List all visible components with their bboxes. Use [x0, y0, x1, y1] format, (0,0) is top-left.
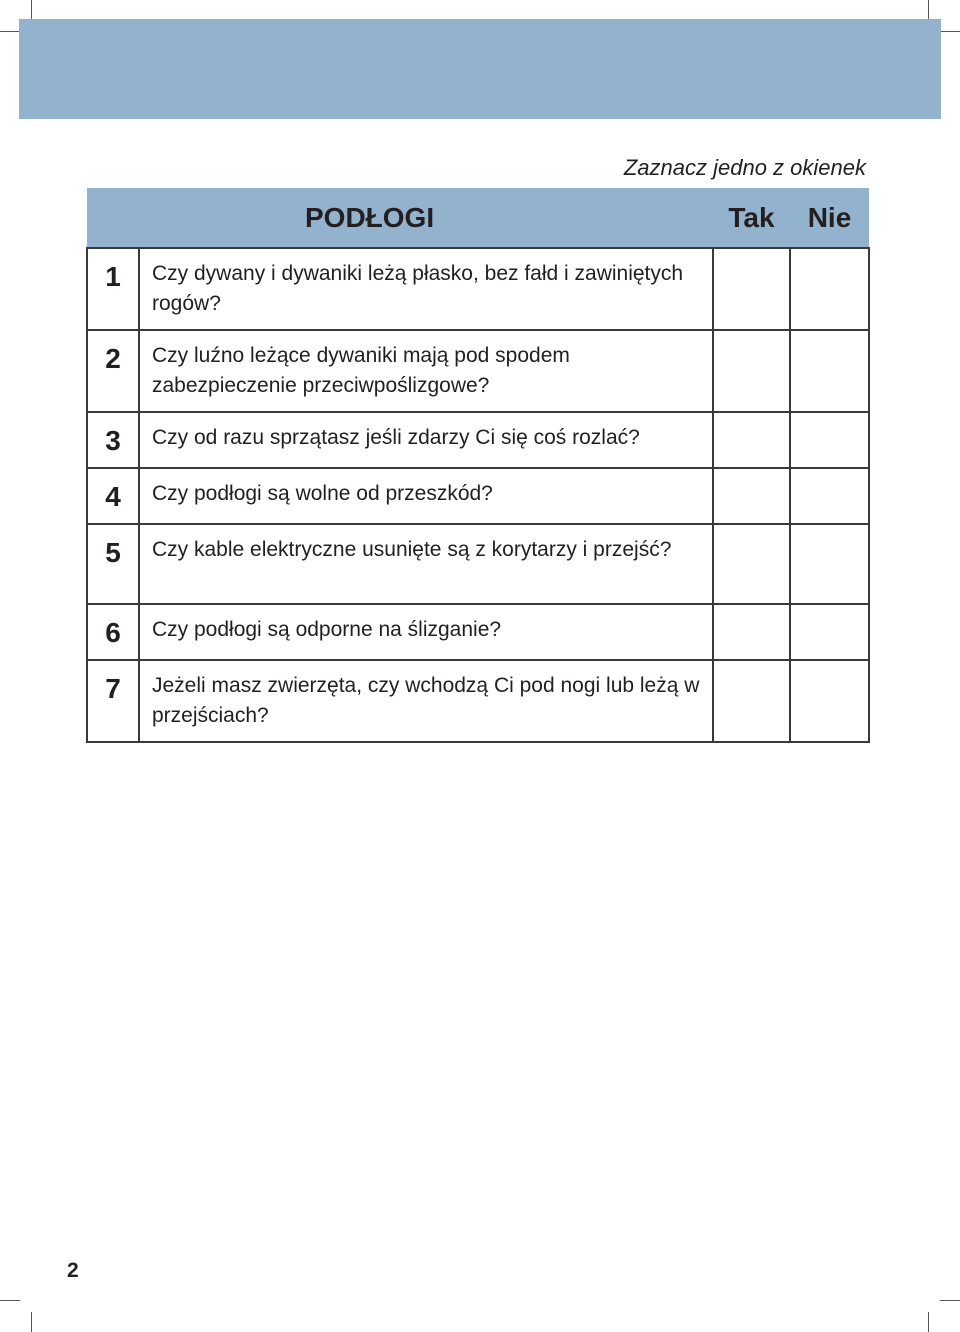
row-question: Czy luźno leżące dywaniki mają pod spodem zabezpieczenie przeciwpoślizgowe?: [139, 330, 713, 412]
row-number: 6: [87, 604, 139, 660]
instruction-text: Zaznacz jedno z okienek: [623, 155, 866, 180]
table-row: [87, 604, 869, 660]
checkbox-yes[interactable]: [713, 468, 790, 524]
crop-mark-top-right-h: [940, 31, 960, 32]
table-row: [87, 330, 869, 412]
checkbox-yes[interactable]: [713, 524, 790, 604]
header-band: [19, 19, 941, 119]
row-question: Czy podłogi są odporne na ślizganie?: [139, 604, 713, 660]
table-row: [87, 412, 869, 468]
checkbox-no[interactable]: [790, 604, 869, 660]
table-row: [87, 660, 869, 742]
crop-mark-bottom-right-h: [940, 1300, 960, 1301]
crop-mark-top-left-h: [0, 31, 20, 32]
column-header-no: Nie: [790, 188, 869, 248]
checkbox-yes[interactable]: [713, 330, 790, 412]
checkbox-no[interactable]: [790, 660, 869, 742]
table-row: [87, 468, 869, 524]
row-number: 1: [87, 248, 139, 330]
column-header-yes: Tak: [713, 188, 790, 248]
crop-mark-bottom-right: [928, 1312, 929, 1332]
crop-mark-bottom-left: [31, 1312, 32, 1332]
row-question: Czy od razu sprzątasz jeśli zdarzy Ci się coś rozlać?: [139, 412, 713, 468]
table-row: [87, 248, 869, 330]
row-question: Jeżeli masz zwierzęta, czy wchodzą Ci pod nogi lub leżą w przejściach?: [139, 660, 713, 742]
checkbox-yes[interactable]: [713, 412, 790, 468]
row-number: 5: [87, 524, 139, 604]
row-number: 4: [87, 468, 139, 524]
checkbox-yes[interactable]: [713, 248, 790, 330]
row-number: 3: [87, 412, 139, 468]
floors-checklist-table: [86, 188, 870, 743]
checkbox-no[interactable]: [790, 248, 869, 330]
checkbox-yes[interactable]: [713, 660, 790, 742]
row-number: 7: [87, 660, 139, 742]
crop-mark-bottom-left-h: [0, 1300, 20, 1301]
crop-mark-top-right: [928, 0, 929, 20]
checkbox-no[interactable]: [790, 524, 869, 604]
crop-mark-top-left: [31, 0, 32, 20]
checkbox-yes[interactable]: [713, 604, 790, 660]
table-title-text: PODŁOGI: [305, 201, 435, 233]
row-question: Czy podłogi są wolne od przeszkód?: [139, 468, 713, 524]
table-header-row: [87, 188, 869, 248]
checkbox-no[interactable]: [790, 468, 869, 524]
table-row: [87, 524, 869, 604]
row-question: Czy dywany i dywaniki leżą płasko, bez fałd i zawiniętych rogów?: [139, 248, 713, 330]
page-number: 2: [67, 1259, 79, 1282]
row-question: Czy kable elektryczne usunięte są z korytarzy i przejść?: [139, 524, 713, 604]
checkbox-no[interactable]: [790, 412, 869, 468]
checkbox-no[interactable]: [790, 330, 869, 412]
row-number: 2: [87, 330, 139, 412]
table-title: [87, 188, 713, 248]
